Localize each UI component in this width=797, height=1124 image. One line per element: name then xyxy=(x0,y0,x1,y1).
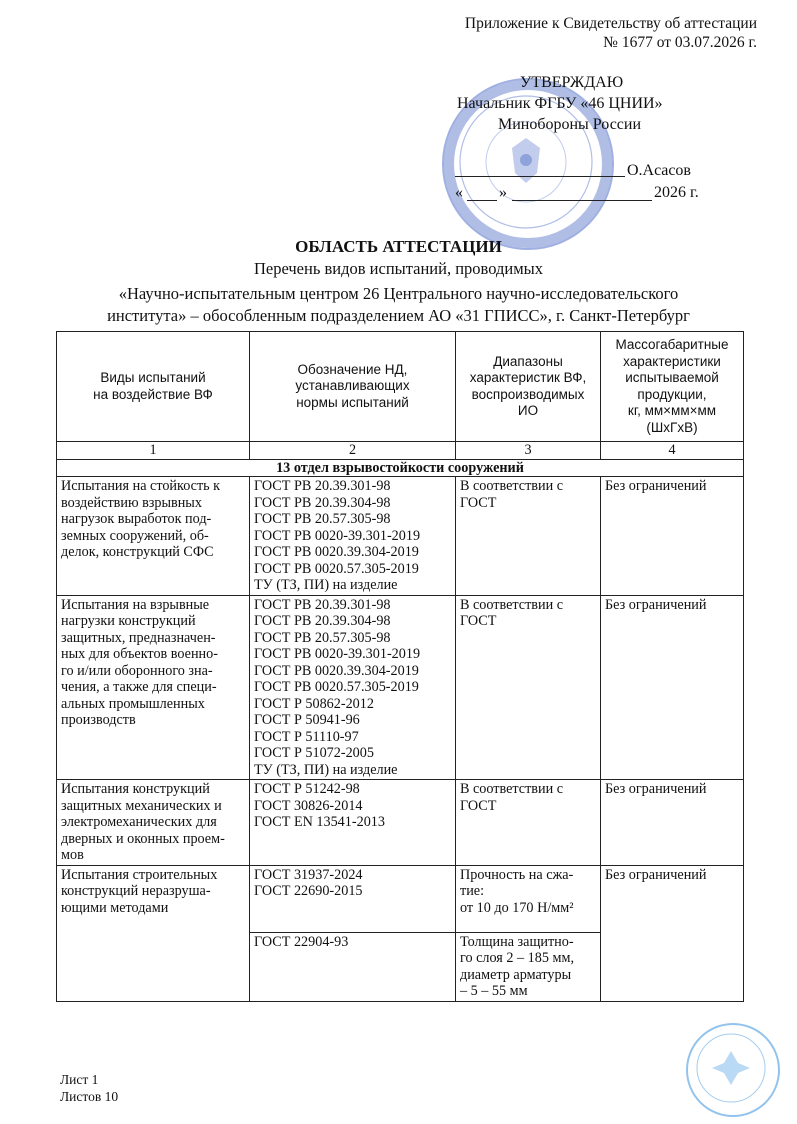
table-row xyxy=(57,595,744,780)
attestation-scope-table xyxy=(56,331,744,1002)
cell-line: ных для объектов военно- xyxy=(61,646,218,662)
cell-line: нагрузок выработок под- xyxy=(61,511,212,527)
header-nd-designation xyxy=(250,332,456,442)
approver-name: О.Acacов xyxy=(627,162,691,179)
cell-line: ГОСТ РВ 20.39.301-98 xyxy=(254,478,391,494)
header-text: продукции, xyxy=(637,386,707,402)
test-type-cell xyxy=(57,780,250,866)
cell-line: Без ограничений xyxy=(605,866,707,883)
title-line-3: института» – обособленным подразделением АО «31 ГПИСС», г. Санкт-Петербург xyxy=(107,306,690,325)
cell-line: го слоя 2 – 185 мм, xyxy=(460,950,574,966)
header-test-types xyxy=(57,332,250,442)
cell-line: ГОСТ EN 13541-2013 xyxy=(254,814,385,830)
cell-line: ГОСТ РВ 0020.39.304-2019 xyxy=(254,544,419,560)
column-number-row xyxy=(57,442,744,460)
approve-word: УТВЕРЖДАЮ xyxy=(520,74,624,91)
table-header-row xyxy=(57,332,744,442)
cell-line: Без ограничений xyxy=(605,781,707,797)
sheet-count: Листов 10 xyxy=(60,1089,119,1104)
header-text: на воздействие ВФ xyxy=(93,386,213,402)
column-number: 2 xyxy=(250,442,456,460)
cell-line: нагрузки конструкций xyxy=(61,613,196,629)
header-mass-dimensions xyxy=(601,332,744,442)
cell-line: ГОСТ 22690-2015 xyxy=(254,883,363,899)
small-stamp xyxy=(686,1023,780,1117)
sheet-number: Лист 1 xyxy=(60,1072,99,1087)
header-text: Виды испытаний xyxy=(100,370,206,385)
approver-position-1: Начальник ФГБУ «46 ЦНИИ» xyxy=(457,95,663,112)
title-line-1: Перечень видов испытаний, проводимых xyxy=(253,259,544,278)
section-row xyxy=(57,459,744,477)
header-text: устанавливающих xyxy=(295,378,410,394)
attachment-line-2: № 1677 от 03.07.2026 г. xyxy=(603,34,757,51)
cell-line: Испытания на взрывные xyxy=(61,596,210,613)
mass-cell xyxy=(601,865,744,1001)
cell-line: Испытания на стойкость к xyxy=(61,478,221,494)
cell-line: ГОСТ 22904-93 xyxy=(254,933,349,950)
cell-line: ГОСТ Р 51072-2005 xyxy=(254,745,374,761)
signature-line xyxy=(455,176,625,177)
header-text: (ШхГхВ) xyxy=(646,419,698,435)
attachment-header xyxy=(465,14,757,52)
cell-line: Без ограничений xyxy=(605,478,707,494)
range-cell xyxy=(456,780,601,866)
date-quote-open: « xyxy=(455,184,463,201)
column-number: 4 xyxy=(601,442,744,460)
cell-line: конструкций неразруша- xyxy=(61,883,211,899)
cell-line: – 5 – 55 мм xyxy=(460,983,528,999)
cell-line: ГОСТ РВ 20.57.305-98 xyxy=(254,511,391,527)
header-text: ИО xyxy=(517,403,539,418)
cell-line: ГОСТ РВ 0020.57.305-2019 xyxy=(254,560,419,577)
range-cell xyxy=(456,595,601,780)
range-cell xyxy=(456,932,601,1001)
cell-line: Без ограничений xyxy=(605,596,707,613)
test-type-cell xyxy=(57,595,250,780)
cell-line: ющими методами xyxy=(61,899,169,916)
cell-line: ГОСТ Р 51110-97 xyxy=(254,728,359,745)
table-row xyxy=(57,477,744,596)
range-cell xyxy=(456,865,601,932)
approver-position-2: Минобороны России xyxy=(498,116,642,133)
title-line-2: «Научно-испытательным центром 26 Центрального научно-исследовательского xyxy=(118,284,679,303)
cell-line: ГОСТ РВ 20.39.301-98 xyxy=(254,596,391,613)
cell-line: ГОСТ РВ 0020-39.301-2019 xyxy=(254,527,421,544)
cell-line: Испытания конструкций xyxy=(61,781,210,797)
test-type-cell xyxy=(57,865,250,1001)
cell-line: тие: xyxy=(460,883,485,899)
section-title: 13 отдел взрывостойкости сооружений xyxy=(57,459,744,477)
header-text: кг, мм×мм×мм xyxy=(627,403,717,418)
header-text: Обозначение НД, xyxy=(297,361,408,377)
header-ranges xyxy=(456,332,601,442)
cell-line: электромеханических для xyxy=(61,814,217,830)
document-title: ОБЛАСТЬ АТТЕСТАЦИИ xyxy=(295,237,502,256)
mass-cell xyxy=(601,595,744,780)
cell-line: земных сооружений, об- xyxy=(61,527,209,544)
cell-line: альных промышленных xyxy=(61,695,205,712)
table-row xyxy=(57,865,744,932)
table-row xyxy=(57,780,744,866)
cell-line: ГОСТ Р 50941-96 xyxy=(254,712,360,728)
date-quote-close: » xyxy=(499,184,507,201)
cell-line: ГОСТ Р 50862-2012 xyxy=(254,695,374,712)
cell-line: ГОСТ РВ 0020-39.301-2019 xyxy=(254,646,421,662)
header-text: Массогабаритные xyxy=(615,337,729,352)
column-number: 3 xyxy=(456,442,601,460)
header-text: Диапазоны xyxy=(493,353,563,369)
header-text: испытываемой xyxy=(625,370,719,385)
test-type-cell xyxy=(57,477,250,596)
mass-cell xyxy=(601,780,744,866)
cell-line: ТУ (ТЗ, ПИ) на изделие xyxy=(254,577,398,593)
cell-line: защитных, предназначен- xyxy=(61,629,216,646)
cell-line: В соответствии с xyxy=(460,781,564,797)
cell-line: дверных и оконных проем- xyxy=(61,830,225,847)
nd-cell xyxy=(250,477,456,596)
cell-line: ГОСТ РВ 20.39.304-98 xyxy=(254,494,391,511)
cell-line: В соответствии с xyxy=(460,478,564,494)
column-number: 1 xyxy=(57,442,250,460)
cell-line: ТУ (ТЗ, ПИ) на изделие xyxy=(254,761,398,778)
cell-line: ГОСТ xyxy=(460,613,497,629)
cell-line: ГОСТ Р 51242-98 xyxy=(254,781,360,797)
cell-line: Толщина защитно- xyxy=(460,933,574,950)
header-text: характеристик ВФ, xyxy=(469,370,587,385)
date-day-line xyxy=(467,200,497,201)
header-text: нормы испытаний xyxy=(296,394,409,410)
cell-line: чения, а также для специ- xyxy=(61,679,217,695)
cell-line: мов xyxy=(61,847,84,863)
cell-line: ГОСТ РВ 0020.39.304-2019 xyxy=(254,662,419,679)
cell-line: ГОСТ xyxy=(460,494,497,511)
cell-line: защитных механических и xyxy=(61,797,222,814)
cell-line: ГОСТ 30826-2014 xyxy=(254,797,363,814)
cell-line: го и/или оборонного зна- xyxy=(61,662,213,679)
cell-line: воздействию взрывных xyxy=(61,494,202,511)
range-cell xyxy=(456,477,601,596)
cell-line: Испытания строительных xyxy=(61,866,218,883)
mass-cell xyxy=(601,477,744,596)
date-month-line xyxy=(512,200,652,201)
cell-line: ГОСТ xyxy=(460,797,497,814)
cell-line: ГОСТ РВ 0020.57.305-2019 xyxy=(254,679,419,695)
cell-line: от 10 до 170 Н/мм² xyxy=(460,899,574,916)
cell-line: делок, конструкций СФС xyxy=(61,544,214,560)
header-text: воспроизводимых xyxy=(471,386,585,402)
nd-cell xyxy=(250,595,456,780)
cell-line: ГОСТ РВ 20.57.305-98 xyxy=(254,629,391,646)
cell-line: ГОСТ РВ 20.39.304-98 xyxy=(254,613,391,629)
cell-line: Прочность на сжа- xyxy=(460,866,574,883)
nd-cell xyxy=(250,865,456,932)
attachment-line-1: Приложение к Свидетельству об аттестации xyxy=(464,15,757,32)
approval-year: 2026 г. xyxy=(654,184,699,201)
cell-line: производств xyxy=(61,712,136,728)
cell-line: диаметр арматуры xyxy=(460,966,572,983)
header-text: характеристики xyxy=(623,353,721,369)
cell-line: ГОСТ 31937-2024 xyxy=(254,866,363,883)
nd-cell xyxy=(250,780,456,866)
cell-line: В соответствии с xyxy=(460,596,564,613)
nd-cell xyxy=(250,932,456,1001)
